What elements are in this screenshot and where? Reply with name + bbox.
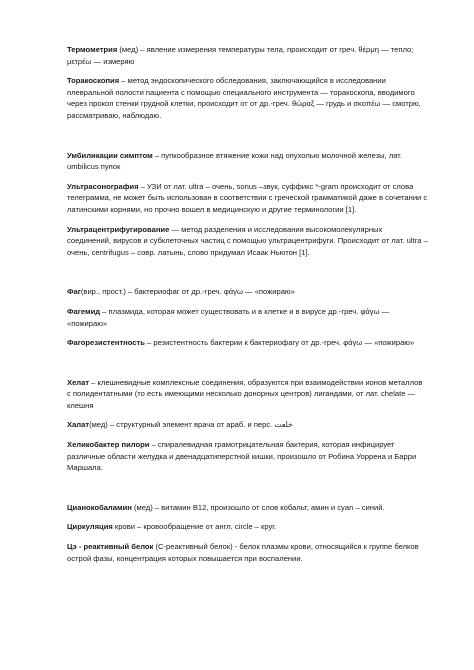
entry-helat [67, 377, 428, 412]
entry-definition: – клешневидные комплексные соединения, образуются при взаимодействии ионов металлов с полидентатными (то есть имеющими несколько донорных центров) лигандами, от лат. chelate — клешня [67, 377, 423, 410]
entry-term: Фагорезистентность [67, 338, 145, 348]
entry-definition: — метод разделения и исследования высокомолекулярных соединений, вирусов и субклеточных частиц с помощью ультрацентрифуги. Происходит от лат. ultra – очень, centrifugus – совр. латынь, слово придумал Исаак Ньютон [1]. [67, 224, 428, 257]
entry-term: Хелат [67, 377, 90, 387]
entry-definition: – пупкообразное втяжение кожи над опухолью молочной железы, лат. umbilicus пупок [67, 150, 403, 172]
entry-term: Фаг [67, 287, 81, 297]
entry-term: Ультрасонография [67, 181, 139, 191]
entry-term: Хеликобактер пилори [67, 440, 150, 450]
entry-definition: – метод эндоскопического обследования, заключающийся в исследовании плевральной полости пациента с помощью специального инструмента — торакоскопа, вводимого через прокол стенки грудной клетки, происходит от от др.-греч. θώραξ — грудь и σκοπέω — смотрю, рассматриваю, наблюдаю. [67, 76, 421, 120]
entry-term: Цианокобаламин [67, 502, 132, 512]
entry-term: Халат [67, 420, 90, 430]
entry-halat [67, 419, 428, 431]
entry-term: Ультрацентрифугирование [67, 224, 170, 234]
entry-definition: (мед) – структурный элемент врача от араб. и перс. خلعت [89, 420, 293, 430]
entry-definition: (C-реактивный белок) - белок плазмы крови, относящийся к группе белков острой фазы, концентрация которых повышается при воспалении. [67, 542, 419, 563]
entry-helikobakter [67, 439, 428, 474]
entry-term: Циркуляция [67, 522, 113, 532]
entry-definition: – спиралевидная грамотрицательная бактерия, которая инфицирует различные области желудка и двенадцатиперстной кишки, произошло от Робина Уоррена и Барри Маршала. [67, 440, 417, 473]
entry-fag [67, 286, 428, 298]
entry-torakoskopiya [67, 75, 428, 121]
entry-umbilikacii [67, 150, 428, 173]
entry-definition: крови – кровообращение от англ. circle – круг. [112, 522, 277, 532]
entry-cirkulyaciya [67, 521, 428, 533]
entry-definition: – УЗИ от лат. ultra – очень, sonus –звук, суффикс *-gram происходит от слова телеграмма, не может быть использован в соответствии с греческой грамматикой даже в сочетании с латинскими корнями, но прочно вошел в медицинскую и другие терминологии [1]. [67, 181, 428, 214]
entry-definition: (вир., прост.) – бактериофаг от др.-греч. φάγω — «пожираю» [80, 287, 295, 297]
entry-definition: (мед) – витамин B12, произошло от слов кобальт, амин и cyan – синий. [131, 502, 385, 512]
entry-term: Фагемид [67, 306, 101, 316]
entry-ultrasonografiya [67, 181, 428, 216]
entry-term: Умбиликации симптом [67, 150, 153, 160]
entry-ce-reaktivnyj [67, 541, 428, 564]
entry-fagemid [67, 306, 428, 329]
entry-cianokobalamin [67, 502, 428, 514]
entry-term: Термометрия [67, 45, 118, 54]
entry-fagorezistentnost [67, 337, 428, 349]
entry-definition: – плазмида, которая может существовать и в клетке и в вирусе др.-греч. φάγω — «пожираю» [67, 306, 390, 328]
entry-definition: (мед) – явление измерения температуры тела, происходит от греч. θέρμη — тепло; μετρέω — измеряю [67, 45, 414, 66]
entry-definition: – резистентность бактерии к бактериофагу от др.-греч. φάγω — «пожираю» [144, 338, 415, 348]
entry-term: Торакоскопия [67, 76, 120, 86]
entry-termometriya [67, 44, 428, 67]
entry-term: Цэ - реактивный белок [67, 542, 154, 552]
entry-ultracentrifugirovanie [67, 224, 428, 259]
